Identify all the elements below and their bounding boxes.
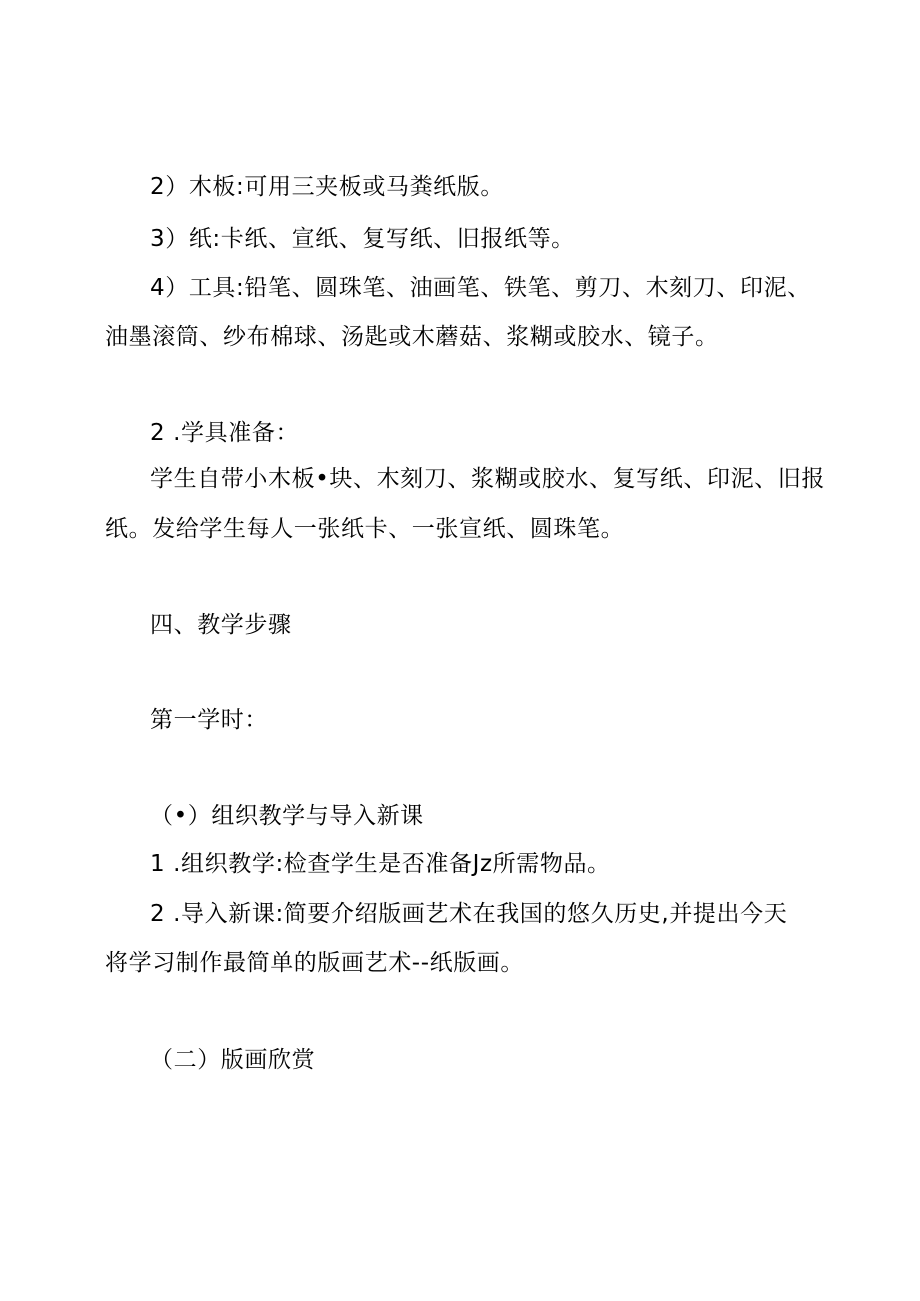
student-prep-line1: 学生自带小木板•块、木刻刀、浆糊或胶水、复写纸、印泥、旧报 [150,466,825,492]
section1-item2-line2: 将学习制作最简单的版画艺术--纸版画。 [105,950,524,976]
first-period-heading: 第一学时： [150,707,268,733]
student-prep-heading: 2 .学具准备： [150,420,300,446]
section2-heading: （二）版画欣赏 [150,1047,316,1073]
section1-item2-line1: 2 .导入新课:简要介绍版画艺术在我国的悠久历史,并提出今天 [150,901,788,927]
materials-item-board: 2）木板:可用三夹板或马粪纸版。 [150,174,504,200]
materials-item-tools-line2: 油墨滚筒、纱布棉球、汤匙或木蘑菇、浆糊或胶水、镜子。 [105,324,719,350]
student-prep-line2: 纸。发给学生每人一张纸卡、一张宣纸、圆珠笔。 [105,516,625,542]
steps-heading: 四、教学步骤 [150,612,292,638]
section1-item1: 1 .组织教学:检查学生是否准备Jz所需物品。 [150,851,611,877]
section1-heading: （•）组织教学与导入新课 [150,803,424,829]
materials-item-paper: 3）纸:卡纸、宣纸、复写纸、旧报纸等。 [150,226,575,252]
materials-item-tools-line1: 4）工具:铅笔、圆珠笔、油画笔、铁笔、剪刀、木刻刀、印泥、 [150,275,811,301]
